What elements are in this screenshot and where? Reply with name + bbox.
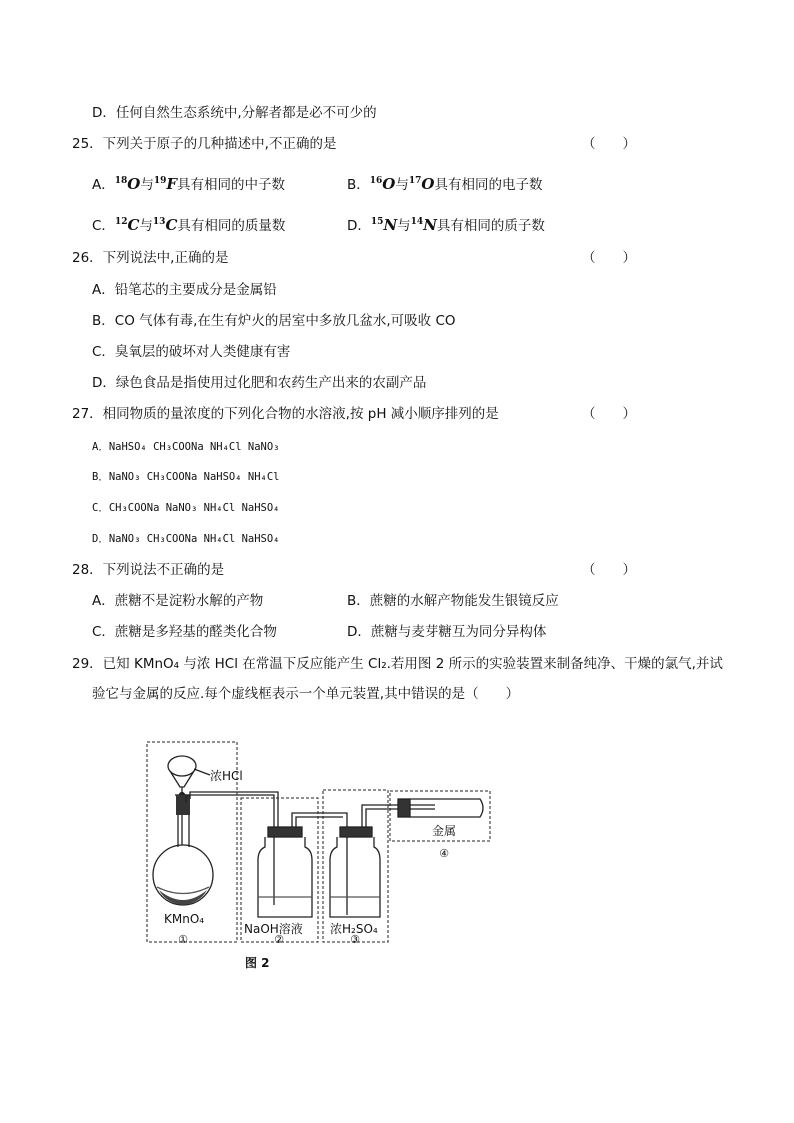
q27-option-b: B．NaNO₃ CH₃COONa NaHSO₄ NH₄Cl [92, 471, 280, 483]
q26-option-c: C．臭氧层的破坏对人类健康有害 [92, 344, 291, 360]
figure-caption: 图 2 [245, 956, 270, 970]
q29-stem-line1: 29．已知 KMnO₄ 与浓 HCl 在常温下反应能产生 Cl₂.若用图 2 所示的实验装置来制备纯净、干燥的氯气,并试 [72, 656, 723, 672]
q26-stem: 26．下列说法中,正确的是 [72, 250, 229, 266]
option-join: 与 [395, 177, 409, 193]
q25-option-d [347, 212, 545, 236]
option-text: 具有相同的质量数 [177, 218, 286, 234]
isotope-o16: $^{16}$O [369, 175, 396, 193]
q24-option-d: D．任何自然生态系统中,分解者都是必不可少的 [92, 105, 377, 121]
q28-answer-bracket: （ ） [582, 562, 636, 578]
option-join: 与 [139, 218, 153, 234]
unit-box-2 [241, 798, 318, 942]
naoh-wash-bottle [258, 827, 312, 917]
flask-stopper [176, 795, 190, 815]
h2so4-wash-bottle [330, 827, 380, 917]
option-label: D． [347, 218, 371, 234]
unit-number-4: ④ [439, 847, 449, 860]
q28-option-d: D．蔗糖与麦芽糖互为同分异构体 [347, 624, 547, 640]
isotope-f19: $^{19}$F [153, 175, 178, 193]
isotope-o17: $^{17}$O [408, 175, 435, 193]
isotope-c13: $^{13}$C [152, 216, 178, 234]
q26-answer-bracket: （ ） [582, 250, 636, 266]
q28-option-b: B．蔗糖的水解产物能发生银镜反应 [347, 593, 559, 609]
q28-option-c: C．蔗糖是多羟基的醛类化合物 [92, 624, 277, 640]
q28-stem: 28．下列说法不正确的是 [72, 562, 225, 578]
apparatus-figure [140, 735, 500, 975]
option-label: C． [92, 218, 115, 234]
label-naoh: NaOH溶液 [244, 922, 303, 936]
option-text: 具有相同的中子数 [177, 177, 286, 193]
unit-number-1: ① [178, 933, 188, 946]
option-text: 具有相同的质子数 [436, 218, 545, 234]
option-label: A． [92, 177, 115, 193]
q25-answer-bracket: （ ） [582, 136, 636, 152]
isotope-c12: $^{12}$C [114, 216, 140, 234]
q27-option-c: C．CH₃COONa NaNO₃ NH₄Cl NaHSO₄ [92, 502, 280, 514]
q25-option-a [92, 171, 285, 195]
isotope-n14: $^{14}$N [410, 216, 437, 234]
round-bottom-flask [153, 815, 213, 905]
unit-number-2: ② [274, 933, 284, 946]
isotope-n15: $^{15}$N [370, 216, 398, 234]
label-metal: 金属 [432, 824, 457, 838]
q29-stem-line2: 验它与金属的反应.每个虚线框表示一个单元装置,其中错误的是（ ） [92, 686, 520, 702]
q25-option-b [347, 171, 542, 195]
q27-option-a: A．NaHSO₄ CH₃COONa NH₄Cl NaNO₃ [92, 441, 280, 453]
label-conc-hcl: 浓HCl [210, 769, 243, 783]
option-join: 与 [140, 177, 154, 193]
q27-option-d: D．NaNO₃ CH₃COONa NH₄Cl NaHSO₄ [92, 533, 280, 545]
q26-option-d: D．绿色食品是指使用过化肥和农药生产出来的农副产品 [92, 375, 427, 391]
q28-option-a: A．蔗糖不是淀粉水解的产物 [92, 593, 264, 609]
q27-answer-bracket: （ ） [582, 406, 636, 422]
option-label: B． [347, 177, 370, 193]
q26-option-b: B．CO 气体有毒,在生有炉火的居室中多放几盆水,可吸收 CO [92, 313, 456, 329]
q27-stem: 27．相同物质的量浓度的下列化合物的水溶液,按 pH 减小顺序排列的是 [72, 406, 499, 422]
option-text: 具有相同的电子数 [434, 177, 543, 193]
q26-option-a: A．铅笔芯的主要成分是金属铅 [92, 282, 277, 298]
test-tube [398, 799, 483, 817]
isotope-o18: $^{18}$O [114, 175, 141, 193]
q25-option-c [92, 212, 285, 236]
unit-number-3: ③ [350, 933, 360, 946]
q25-stem: 25．下列关于原子的几种描述中,不正确的是 [72, 136, 337, 152]
label-kmno4: KMnO₄ [164, 912, 205, 926]
option-join: 与 [397, 218, 411, 234]
kmno4-solid [159, 890, 207, 905]
label-conc-h2so4: 浓H₂SO₄ [330, 922, 378, 936]
